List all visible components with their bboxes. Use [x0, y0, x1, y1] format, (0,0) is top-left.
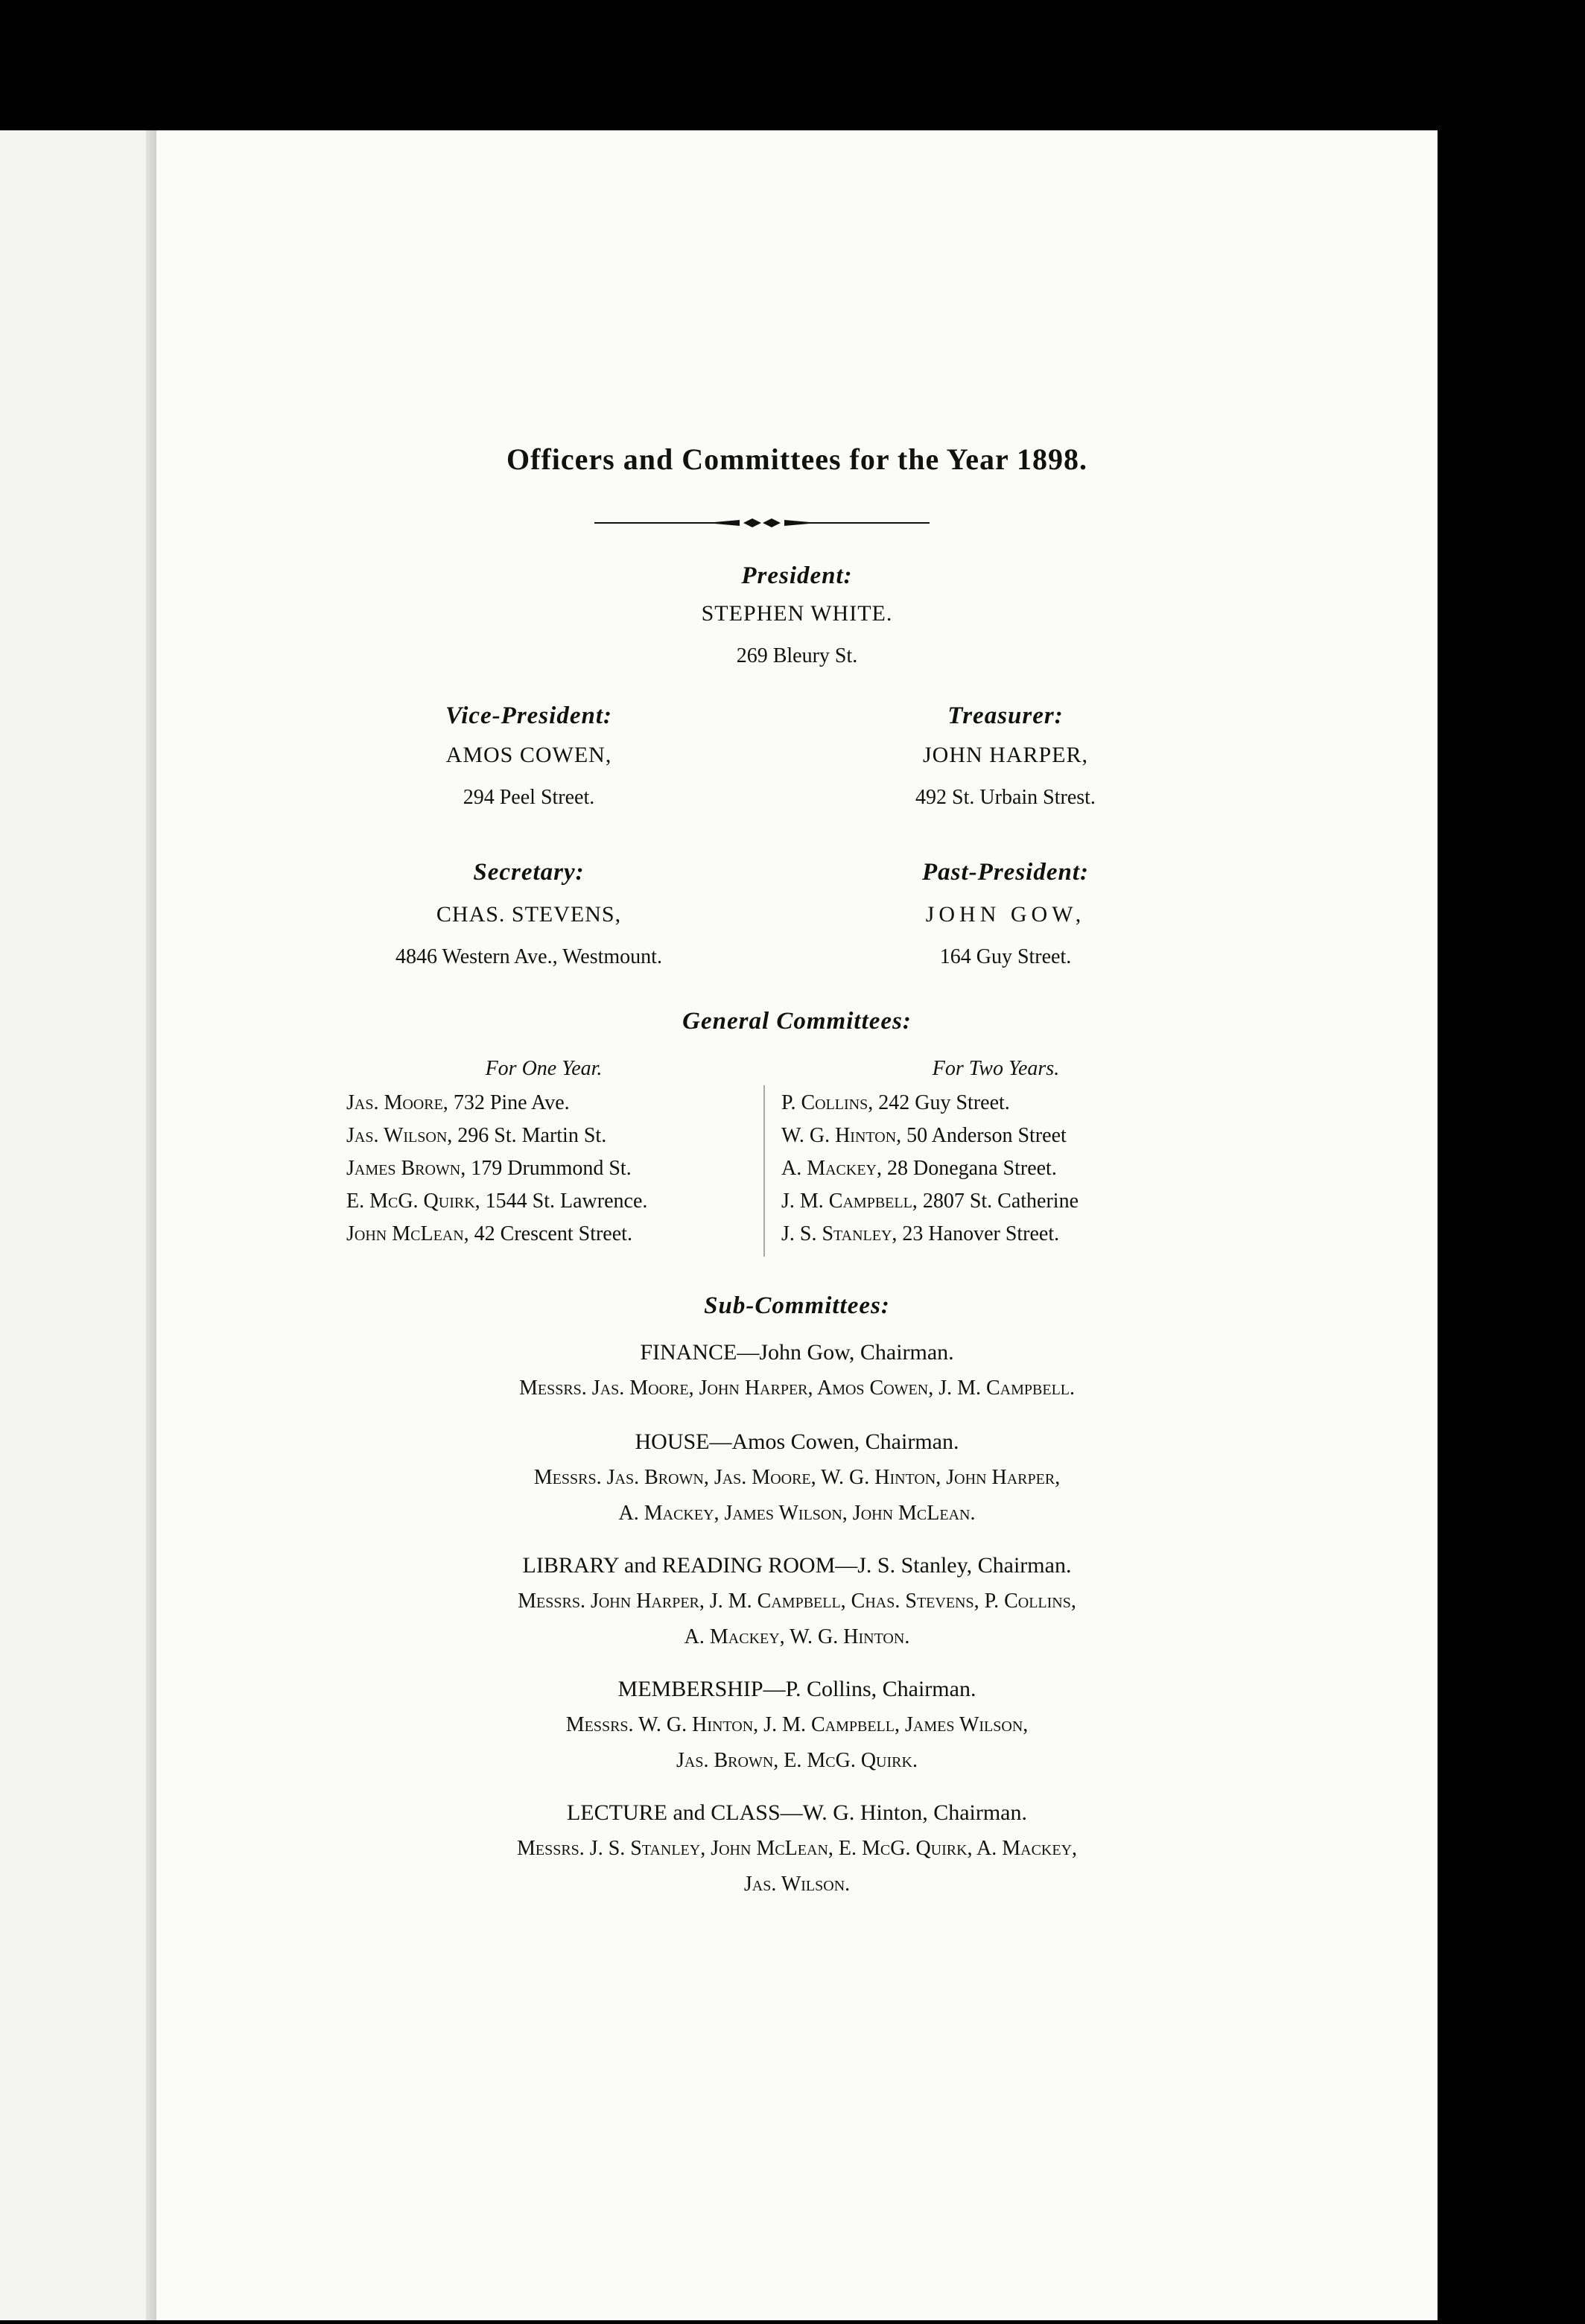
treasurer-heading: Treasurer:	[947, 702, 1064, 729]
page-gutter	[146, 130, 156, 2320]
president-address: 269 Bleury St.	[736, 644, 858, 667]
past-president-address: 164 Guy Street.	[939, 945, 1072, 968]
list-item: John McLean, 42 Crescent Street.	[346, 1222, 632, 1245]
finance-members: Messrs. Jas. Moore, John Harper, Amos Cowen, J. M. Campbell.	[518, 1377, 1076, 1400]
committee-one-year	[346, 1053, 741, 1251]
house-committee	[156, 1428, 1438, 1528]
membership-chairman: MEMBERSHIP—P. Collins, Chairman.	[617, 1677, 976, 1701]
house-members-cont: A. Mackey, James Wilson, John McLean.	[618, 1502, 976, 1525]
secretary-heading: Secretary:	[473, 859, 585, 886]
ornament-rule-icon	[594, 515, 930, 530]
house-members: Messrs. Jas. Brown, Jas. Moore, W. G. Hinton, John Harper,	[533, 1466, 1061, 1489]
treasurer-address: 492 St. Urbain Strest.	[915, 786, 1096, 809]
list-item: James Brown, 179 Drummond St.	[346, 1157, 632, 1180]
finance-committee	[156, 1339, 1438, 1403]
president-heading: President:	[741, 562, 853, 589]
facing-page-edge	[0, 130, 156, 2320]
membership-members: Messrs. W. G. Hinton, J. M. Campbell, James Wilson,	[565, 1713, 1029, 1736]
document-page	[156, 130, 1438, 2320]
list-item: J. M. Campbell, 2807 St. Catherine	[781, 1190, 1079, 1213]
past-president-name: JOHN GOW,	[925, 902, 1086, 927]
sub-committees-heading: Sub-Committees:	[704, 1292, 890, 1319]
list-item: A. Mackey, 28 Donegana Street.	[781, 1157, 1057, 1180]
vice-president-heading: Vice-President:	[445, 702, 612, 729]
membership-committee	[156, 1675, 1438, 1775]
library-chairman: LIBRARY and READING ROOM—J. S. Stanley, Chairman.	[522, 1553, 1072, 1578]
general-committees-heading: General Committees:	[682, 1008, 912, 1035]
library-members-cont: A. Mackey, W. G. Hinton.	[684, 1625, 910, 1648]
list-item: W. G. Hinton, 50 Anderson Street	[781, 1124, 1067, 1147]
library-committee	[156, 1552, 1438, 1651]
house-chairman: HOUSE—Amos Cowen, Chairman.	[635, 1429, 959, 1454]
list-item: Jas. Wilson, 296 St. Martin St.	[346, 1124, 607, 1147]
list-item: J. S. Stanley, 23 Hanover Street.	[781, 1222, 1060, 1245]
two-years-label: For Two Years.	[932, 1057, 1060, 1080]
vice-president-name: AMOS COWEN,	[445, 743, 612, 767]
finance-chairman: FINANCE—John Gow, Chairman.	[640, 1340, 954, 1365]
lecture-chairman: LECTURE and CLASS—W. G. Hinton, Chairman.	[566, 1800, 1028, 1825]
committee-two-years	[763, 1053, 1210, 1251]
list-item: Jas. Moore, 732 Pine Ave.	[346, 1091, 570, 1114]
page-title: Officers and Committees for the Year 1898.	[506, 442, 1087, 476]
president-name: STEPHEN WHITE.	[701, 601, 893, 626]
vice-president-address: 294 Peel Street.	[463, 786, 595, 809]
secretary-address: 4846 Western Ave., Westmount.	[396, 945, 662, 968]
one-year-label: For One Year.	[485, 1057, 603, 1080]
secretary-name: CHAS. STEVENS,	[436, 902, 622, 927]
membership-members-cont: Jas. Brown, E. McG. Quirk.	[676, 1749, 918, 1772]
library-members: Messrs. John Harper, J. M. Campbell, Chas. Stevens, P. Collins,	[518, 1590, 1076, 1613]
past-president-heading: Past-President:	[922, 859, 1089, 886]
lecture-committee	[156, 1799, 1438, 1899]
list-item: E. McG. Quirk, 1544 St. Lawrence.	[346, 1190, 648, 1213]
lecture-members-cont: Jas. Wilson.	[743, 1873, 851, 1896]
lecture-members: Messrs. J. S. Stanley, John McLean, E. McG. Quirk, A. Mackey,	[516, 1837, 1078, 1860]
treasurer-name: JOHN HARPER,	[922, 743, 1089, 767]
list-item: P. Collins, 242 Guy Street.	[781, 1091, 1010, 1114]
